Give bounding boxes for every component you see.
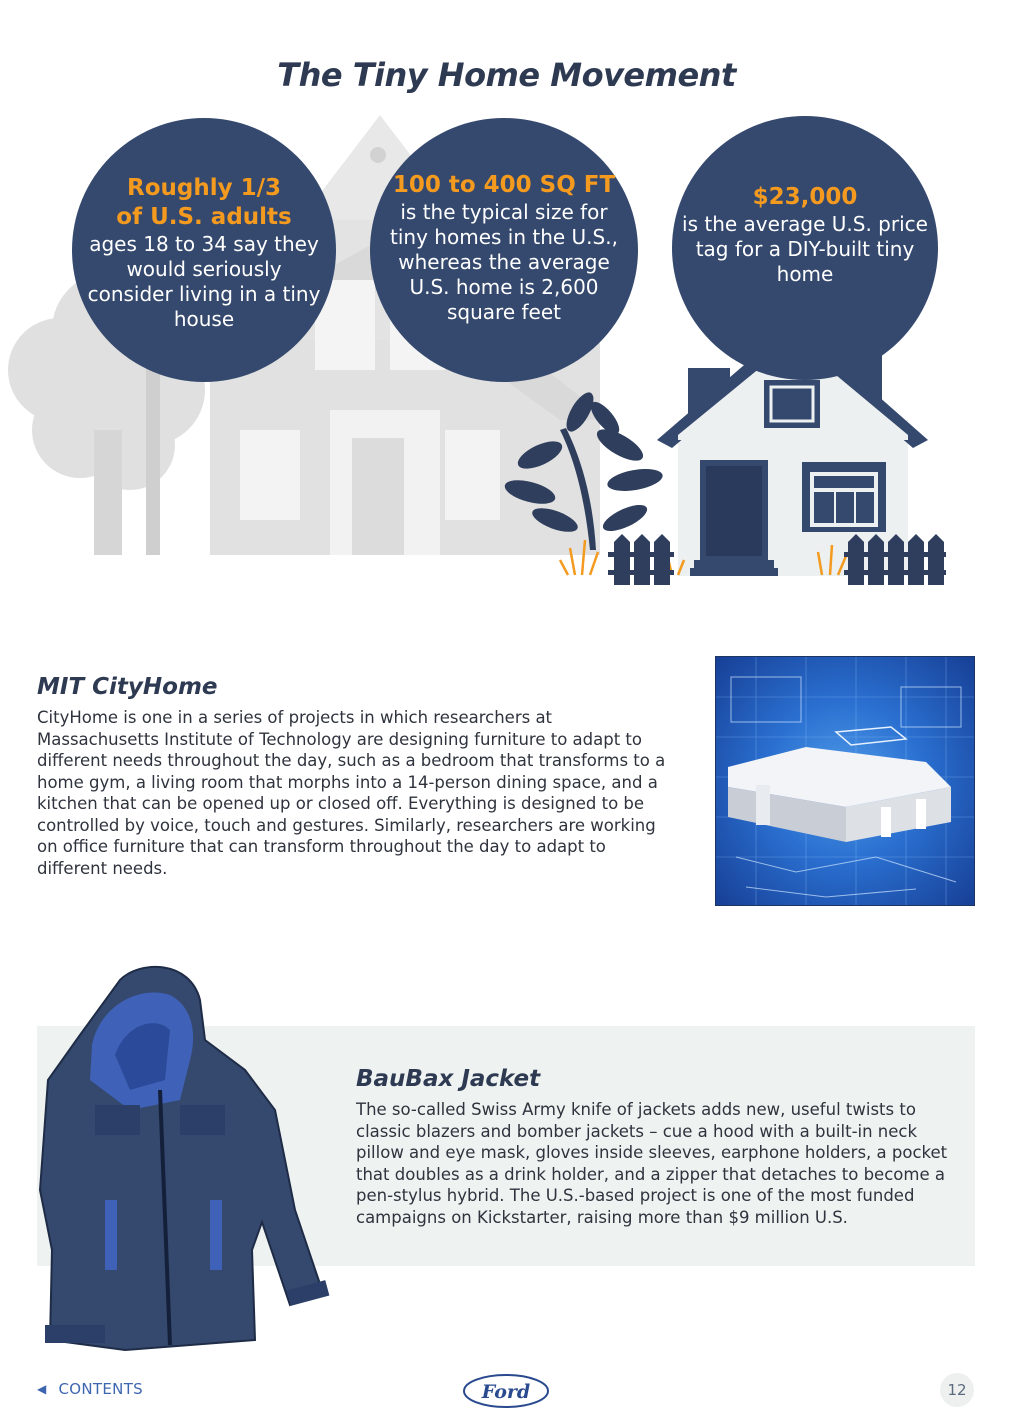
contents-link[interactable] [37, 1380, 143, 1398]
stat-body: ages 18 to 34 say they would seriously consider living in a tiny house [87, 232, 321, 331]
blueprint-building-image [715, 656, 975, 906]
chevron-left-icon: ◀ [37, 1382, 47, 1396]
stat-circle-size [370, 118, 638, 382]
stat-body: is the typical size for tiny homes in the U.S., whereas the average U.S. home is 2,600 square feet [390, 200, 618, 324]
stat-highlight: $23,000 [752, 184, 858, 210]
baubax-heading: BauBax Jacket [356, 1066, 541, 1092]
page-title: The Tiny Home Movement [277, 56, 736, 94]
stat-highlight: Roughly 1/3 [126, 175, 281, 201]
stat-body: is the average U.S. price tag for a DIY-built tiny home [682, 212, 928, 286]
ford-logo-text: Ford [481, 1381, 531, 1403]
stat-highlight: 100 to 400 SQ FT [392, 172, 616, 198]
right-fence-illustration [844, 534, 946, 585]
mit-cityhome-text: CityHome is one in a series of projects in which researchers at Massachusetts Institute of Technology are designing furniture to adapt to different needs throughout the day, such as a bedroom that transforms to a home gym, a living room that morphs into a 14-person dining space, and a kitchen that can be opened up or closed off. Everything is designed to be controlled by voice, touch and gestures. Similarly, researchers are working on office furniture that can transform throughout the day to adapt to different needs. [37, 708, 666, 878]
baubax-text: The so-called Swiss Army knife of jackets adds new, useful twists to classic blazers and bomber jackets – cue a hood with a built-in neck pillow and eye mask, gloves inside sleeves, earphone holders, a pocket that doubles as a drink holder, and a zipper that detaches to become a pen-stylus hybrid. The U.S.-based project is one of the most funded campaigns on Kickstarter, raising more than $9 million U.S. [356, 1100, 948, 1227]
left-fence-illustration [608, 534, 674, 585]
stat-highlight: of U.S. adults [116, 204, 292, 230]
contents-label: CONTENTS [58, 1380, 143, 1398]
mit-cityhome-heading: MIT CityHome [37, 674, 218, 700]
blueprint-illustration [716, 657, 975, 906]
stat-circle-price [672, 116, 938, 380]
jacket-illustration [30, 960, 350, 1360]
ford-logo [462, 1373, 550, 1409]
page-number: 12 [940, 1373, 974, 1407]
stat-circle-adults [72, 118, 336, 382]
